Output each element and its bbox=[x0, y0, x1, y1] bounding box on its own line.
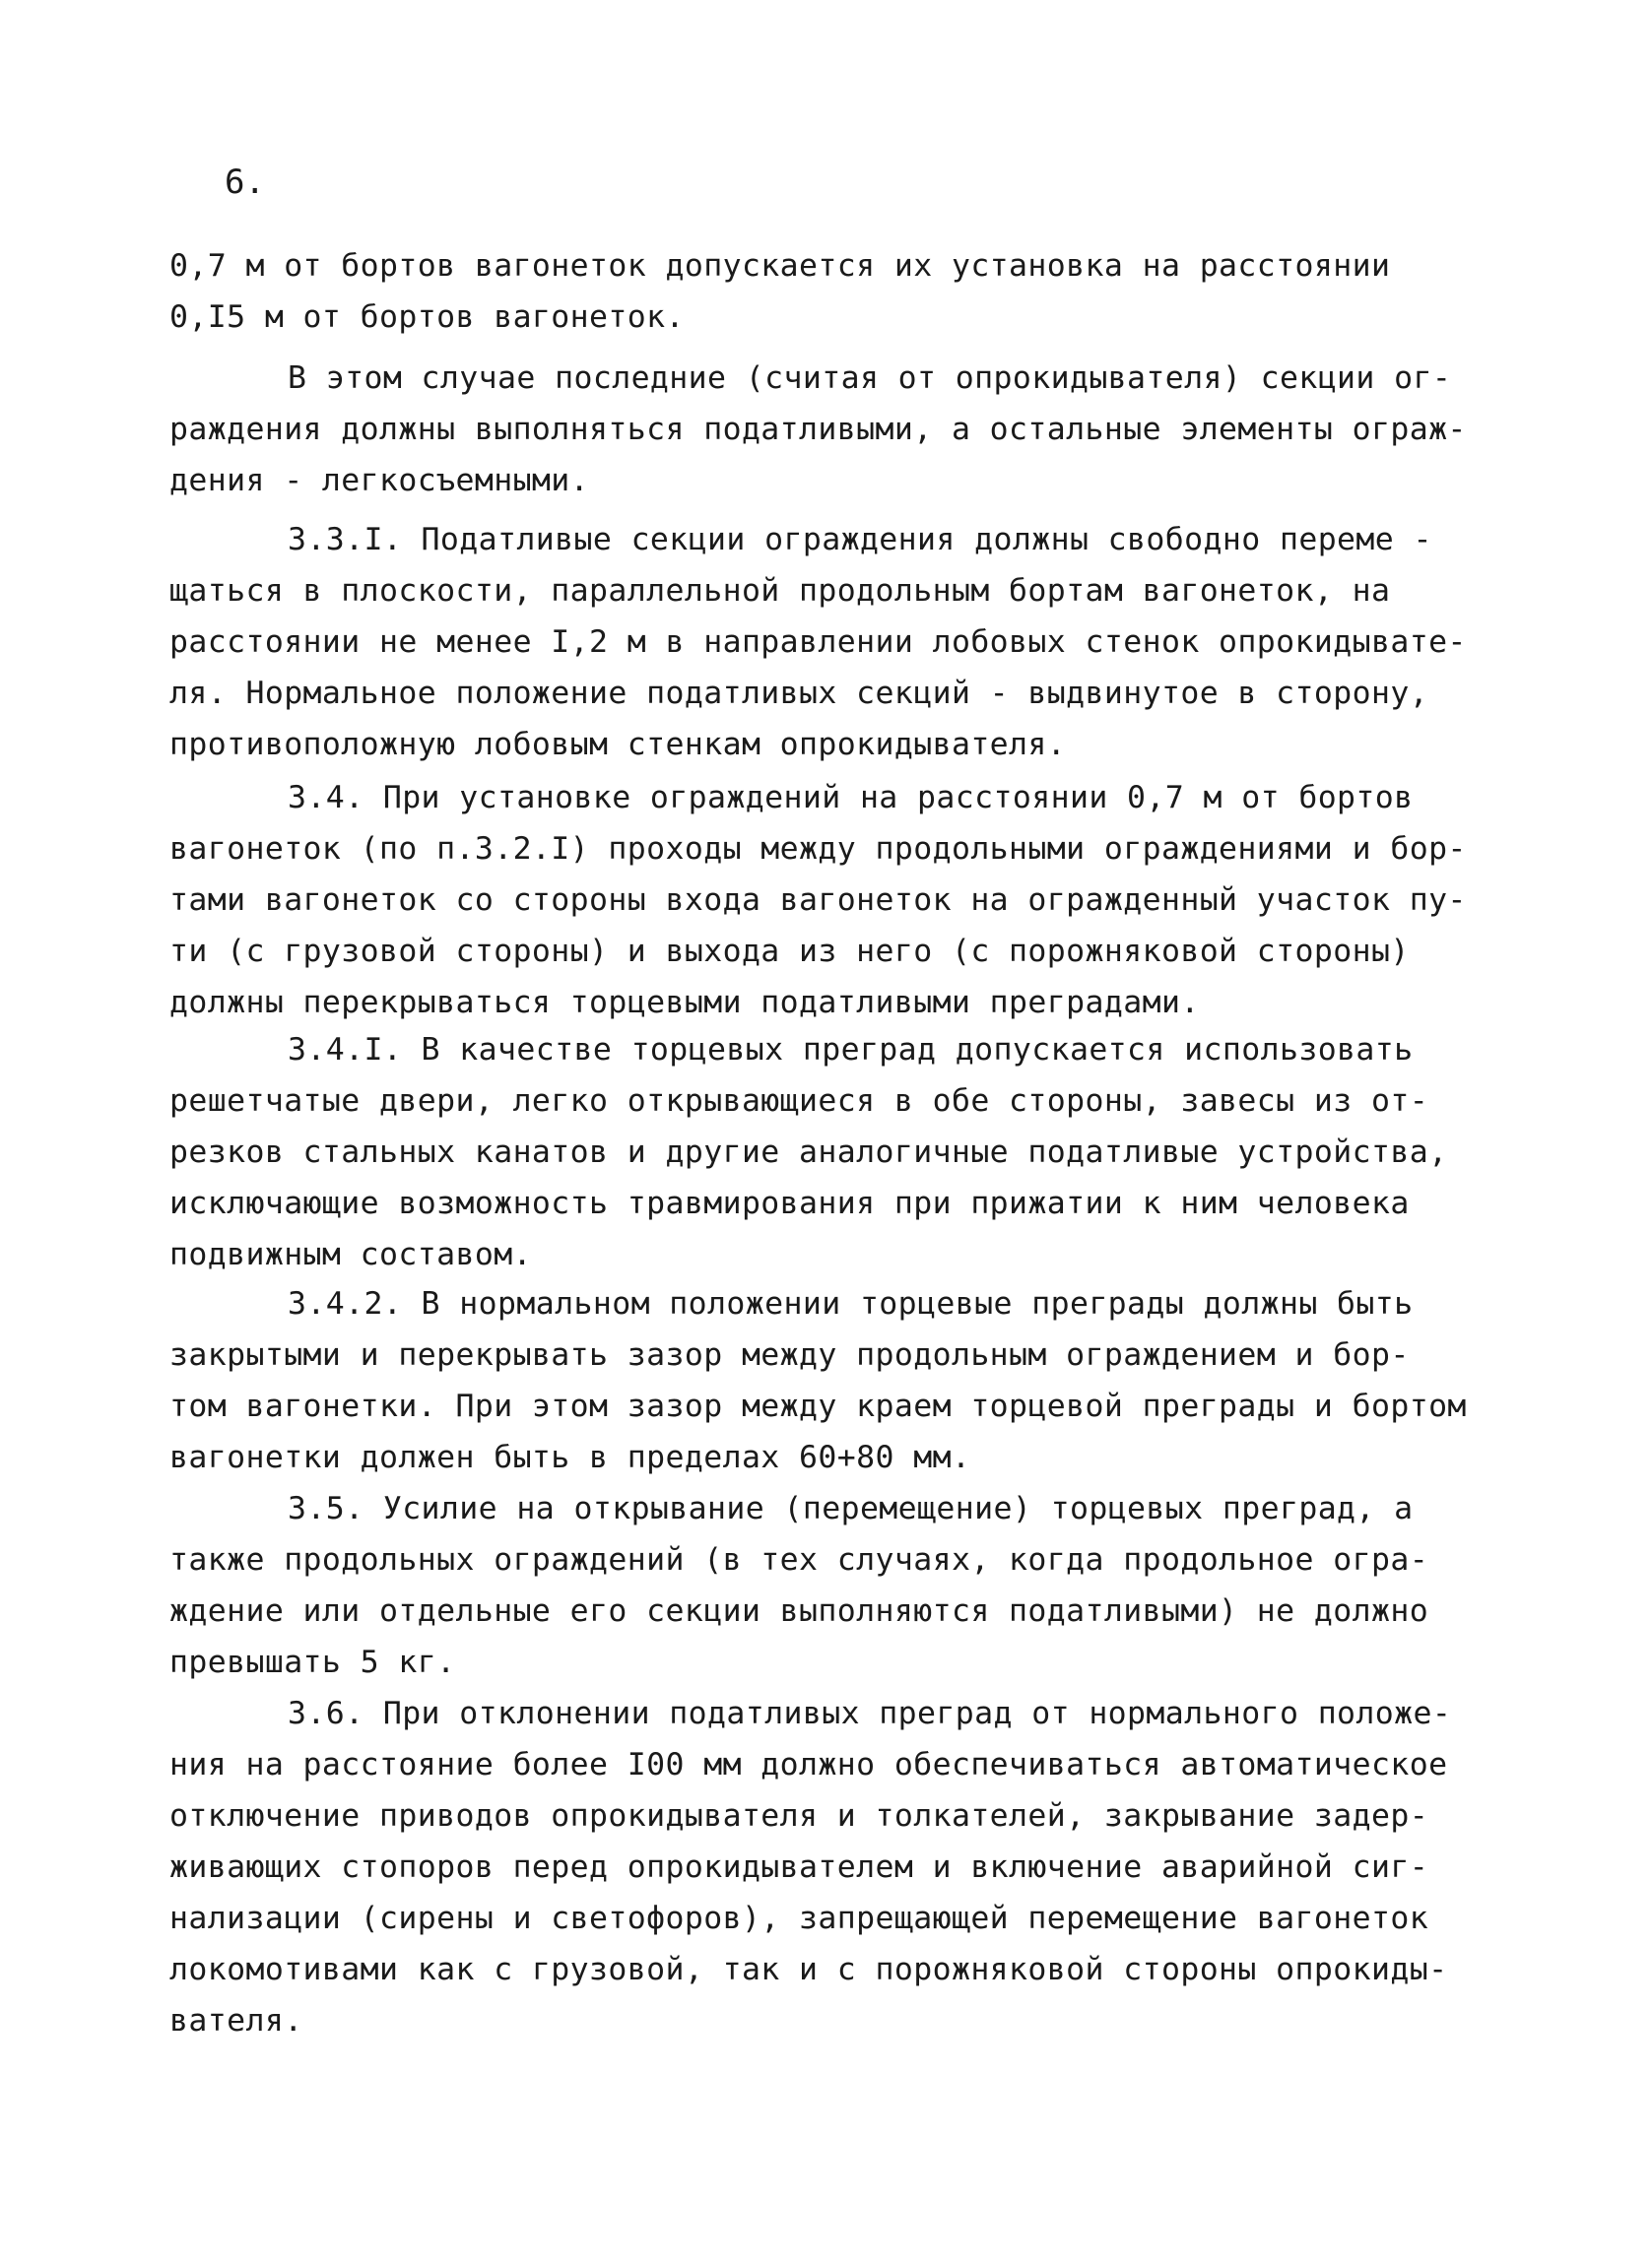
text-line: 0,7 м от бортов вагонеток допускается их установка на расстоянии bbox=[169, 248, 1391, 284]
text-line: раждения должны выполняться податливыми, а остальные элементы ограж- bbox=[169, 412, 1467, 447]
text-line: противоположную лобовым стенкам опрокидывателя. bbox=[169, 727, 1067, 762]
text-line: отключение приводов опрокидывателя и толкателей, закрывание задер- bbox=[169, 1798, 1429, 1834]
text-line: нализации (сирены и светофоров), запрещающей перемещение вагонеток bbox=[169, 1901, 1429, 1936]
text-line: В этом случае последние (считая от опрокидывателя) секции ог- bbox=[288, 360, 1452, 396]
text-line: закрытыми и перекрывать зазор между продольным ограждением и бор- bbox=[169, 1337, 1410, 1373]
text-line: резков стальных канатов и другие аналогичные податливые устройства, bbox=[169, 1134, 1448, 1170]
text-line: также продольных ограждений (в тех случаях, когда продольное огра- bbox=[169, 1542, 1429, 1578]
text-line: ти (с грузовой стороны) и выхода из него (с порожняковой стороны) bbox=[169, 934, 1410, 969]
text-line: живающих стопоров перед опрокидывателем и включение аварийной сиг- bbox=[169, 1849, 1429, 1885]
text-line: 3.5. Усилие на открывание (перемещение) торцевых преград, а bbox=[288, 1491, 1414, 1526]
text-line: 3.4. При установке ограждений на расстоянии 0,7 м от бортов bbox=[288, 780, 1414, 815]
text-line: превышать 5 кг. bbox=[169, 1645, 456, 1680]
text-line: тами вагонеток со стороны входа вагонеток на огражденный участок пу- bbox=[169, 882, 1467, 918]
paragraph-2 bbox=[169, 353, 1504, 506]
text-line: вателя. bbox=[169, 2003, 303, 2039]
paragraph-3-4-1 bbox=[169, 1024, 1504, 1280]
text-line: ния на расстояние более I00 мм должно обеспечиваться автоматическое bbox=[169, 1747, 1448, 1782]
text-line: ля. Нормальное положение податливых секций - выдвинутое в сторону, bbox=[169, 676, 1429, 711]
paragraph-3-6 bbox=[169, 1688, 1504, 2046]
text-line: решетчатые двери, легко открывающиеся в обе стороны, завесы из от- bbox=[169, 1083, 1429, 1119]
text-line: вагонеток (по п.3.2.I) проходы между продольными ограждениями и бор- bbox=[169, 831, 1467, 867]
paragraph-3-4 bbox=[169, 772, 1504, 1028]
text-line: дения - легкосъемными. bbox=[169, 463, 590, 498]
text-line: должны перекрываться торцевыми податливыми преградами. bbox=[169, 985, 1200, 1020]
text-line: подвижным составом. bbox=[169, 1237, 532, 1272]
text-line: локомотивами как с грузовой, так и с порожняковой стороны опрокиды- bbox=[169, 1952, 1448, 1987]
paragraph-1 bbox=[169, 240, 1504, 343]
text-line: исключающие возможность травмирования при прижатии к ним человека bbox=[169, 1186, 1410, 1221]
text-line: расстоянии не менее I,2 м в направлении лобовых стенок опрокидывате- bbox=[169, 624, 1467, 660]
text-line: ждение или отдельные его секции выполняются податливыми) не должно bbox=[169, 1593, 1429, 1629]
paragraph-3-5 bbox=[169, 1483, 1504, 1688]
text-line: 3.6. При отклонении податливых преград от нормального положе- bbox=[288, 1696, 1452, 1731]
text-line: 3.3.I. Податливые секции ограждения должны свободно переме - bbox=[288, 522, 1432, 557]
text-line: щаться в плоскости, параллельной продольным бортам вагонеток, на bbox=[169, 573, 1391, 609]
text-line: 3.4.2. В нормальном положении торцевые преграды должны быть bbox=[288, 1286, 1414, 1322]
paragraph-3-4-2 bbox=[169, 1278, 1504, 1483]
text-line: 3.4.I. В качестве торцевых преград допускается использовать bbox=[288, 1032, 1414, 1068]
page-number: 6. bbox=[225, 162, 265, 202]
text-line: вагонетки должен быть в пределах 60+80 мм. bbox=[169, 1440, 971, 1475]
text-line: 0,I5 м от бортов вагонеток. bbox=[169, 299, 685, 335]
text-line: том вагонетки. При этом зазор между краем торцевой преграды и бортом bbox=[169, 1389, 1467, 1424]
paragraph-3-3-1 bbox=[169, 514, 1504, 770]
